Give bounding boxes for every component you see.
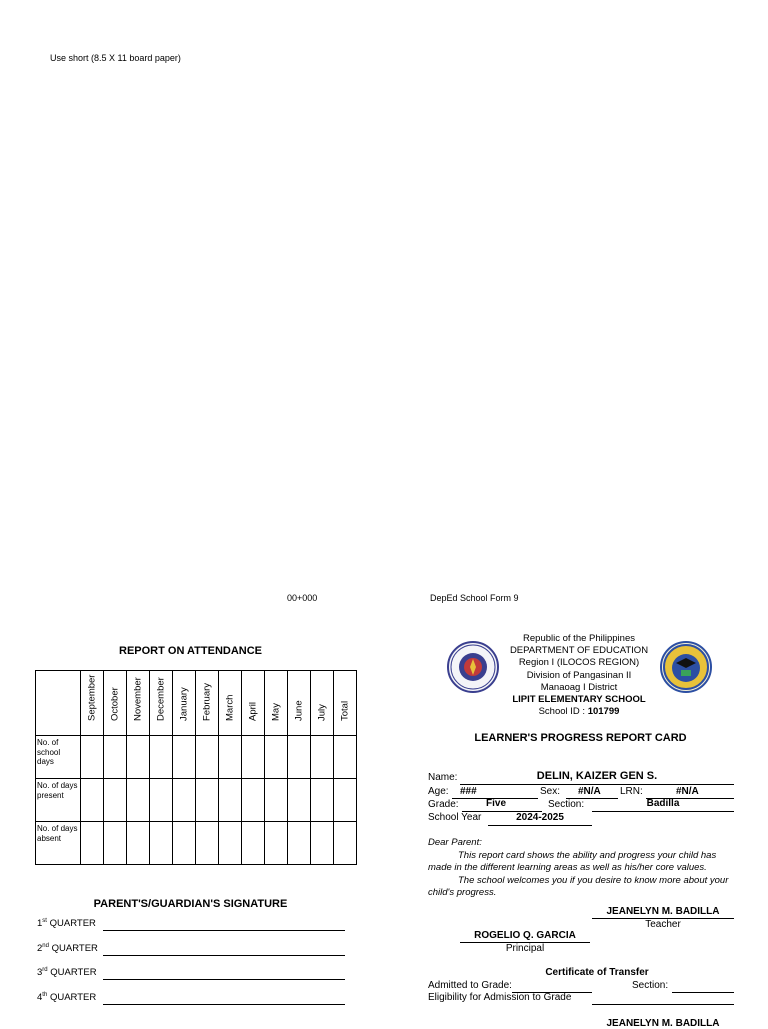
region-line: Region I (ILOCOS REGION): [518, 657, 640, 669]
attendance-cell[interactable]: [219, 736, 242, 779]
month-label: May: [270, 703, 282, 721]
attendance-cell[interactable]: [196, 822, 219, 865]
parent-letter: [428, 837, 758, 900]
month-label: February: [201, 682, 213, 721]
attendance-title: REPORT ON ATTENDANCE: [119, 645, 262, 657]
school-year-value: 2024-2025: [516, 812, 564, 823]
eligibility-underline[interactable]: [592, 1004, 734, 1005]
deped-seal: [447, 641, 499, 693]
signature-title: PARENT'S/GUARDIAN'S SIGNATURE: [93, 898, 288, 910]
letter-paragraph-1-rest: made in the different learning areas as well as his/her core values.: [428, 862, 707, 873]
transfer-section-underline[interactable]: [672, 992, 734, 993]
attendance-cell[interactable]: [150, 736, 173, 779]
quarter-label: 3rd QUARTER: [37, 967, 97, 979]
month-header: [242, 671, 265, 736]
attendance-cell[interactable]: [334, 736, 357, 779]
quarter-signature-line[interactable]: [103, 955, 345, 956]
month-label: October: [109, 687, 121, 721]
attendance-cell[interactable]: [196, 779, 219, 822]
attendance-cell[interactable]: [104, 822, 127, 865]
attendance-cell[interactable]: [242, 736, 265, 779]
month-header: [196, 671, 219, 736]
attendance-cell[interactable]: [334, 779, 357, 822]
row-label: No. of days present: [36, 779, 81, 822]
attendance-cell[interactable]: [81, 822, 104, 865]
row-label: No. of days absent: [36, 822, 81, 865]
attendance-cell[interactable]: [334, 822, 357, 865]
attendance-cell[interactable]: [288, 736, 311, 779]
page-code: 00+000: [287, 593, 318, 603]
letter-paragraph-2-rest: child's progress.: [428, 887, 497, 898]
division-line: Division of Pangasinan II: [526, 669, 632, 681]
school-seal: [660, 641, 712, 693]
teacher-role: Teacher: [645, 919, 681, 930]
card-title: LEARNER'S PROGRESS REPORT CARD: [474, 732, 687, 744]
month-header: [219, 671, 242, 736]
attendance-table: [35, 670, 357, 865]
school-name: LIPIT ELEMENTARY SCHOOL: [512, 694, 646, 706]
quarter-signature-line[interactable]: [103, 930, 345, 931]
month-header: [334, 671, 357, 736]
attendance-cell[interactable]: [265, 822, 288, 865]
grade-label: Grade:: [428, 799, 459, 810]
attendance-cell[interactable]: [265, 779, 288, 822]
teacher-name: JEANELYN M. BADILLA: [606, 906, 720, 917]
attendance-cell[interactable]: [311, 822, 334, 865]
department-line: DEPARTMENT OF EDUCATION: [509, 645, 649, 657]
attendance-cell[interactable]: [173, 779, 196, 822]
school-header: [496, 633, 662, 718]
month-label: September: [86, 674, 98, 721]
table-row: [36, 822, 357, 865]
month-label: March: [224, 694, 236, 721]
month-label: January: [178, 687, 190, 721]
attendance-cell[interactable]: [150, 822, 173, 865]
attendance-cell[interactable]: [81, 736, 104, 779]
month-label: Total: [339, 700, 351, 721]
grade-value: Five: [486, 798, 507, 809]
district-line: Manaoag I District: [540, 681, 618, 693]
school-year-underline: [488, 825, 592, 826]
eligibility-label: Eligibility for Admission to Grade: [428, 992, 572, 1003]
month-header: [104, 671, 127, 736]
month-header: [288, 671, 311, 736]
letter-paragraph-1-first: This report card shows the ability and progress your child has: [458, 849, 717, 861]
transfer-teacher-name: JEANELYN M. BADILLA: [606, 1018, 720, 1029]
quarter-signature-line[interactable]: [103, 979, 345, 980]
attendance-cell[interactable]: [311, 736, 334, 779]
lrn-value: #N/A: [676, 786, 699, 797]
row-label: No. of school days: [36, 736, 81, 779]
month-header: [311, 671, 334, 736]
letter-paragraph-2-first: The school welcomes you if you desire to know more about your: [458, 874, 729, 886]
attendance-cell[interactable]: [311, 779, 334, 822]
attendance-cell[interactable]: [219, 779, 242, 822]
table-row: [36, 779, 357, 822]
attendance-corner-cell: [36, 671, 81, 736]
principal-role: Principal: [505, 943, 545, 954]
attendance-cell[interactable]: [81, 779, 104, 822]
attendance-cell[interactable]: [173, 736, 196, 779]
table-row: [36, 736, 357, 779]
transfer-title: Certificate of Transfer: [545, 967, 649, 978]
month-label: April: [247, 701, 259, 721]
attendance-cell[interactable]: [127, 779, 150, 822]
attendance-cell[interactable]: [242, 822, 265, 865]
quarter-label: 2nd QUARTER: [37, 943, 98, 955]
month-header: [127, 671, 150, 736]
deped-seal-icon: [449, 643, 497, 691]
admitted-label: Admitted to Grade:: [428, 980, 512, 991]
quarter-label: 4th QUARTER: [37, 992, 97, 1004]
section-value: Badilla: [646, 798, 680, 809]
age-value: ###: [460, 786, 477, 797]
attendance-cell[interactable]: [288, 779, 311, 822]
sex-value: #N/A: [578, 786, 601, 797]
school-id: School ID : 101799: [538, 706, 620, 718]
principal-name: ROGELIO Q. GARCIA: [474, 930, 576, 941]
month-label: June: [293, 700, 305, 721]
letter-greeting: Dear Parent:: [428, 837, 482, 848]
month-label: July: [316, 704, 328, 721]
school-year-label: School Year: [428, 812, 482, 823]
attendance-cell[interactable]: [288, 822, 311, 865]
attendance-cell[interactable]: [219, 822, 242, 865]
sex-label: Sex:: [540, 786, 561, 797]
quarter-signature-line[interactable]: [103, 1004, 345, 1005]
name-label: Name:: [428, 772, 458, 783]
attendance-cell[interactable]: [242, 779, 265, 822]
form-name: DepEd School Form 9: [430, 593, 519, 603]
month-label: November: [132, 677, 144, 721]
attendance-cell[interactable]: [104, 736, 127, 779]
lrn-label: LRN:: [620, 786, 643, 797]
attendance-cell[interactable]: [127, 822, 150, 865]
month-header: [265, 671, 288, 736]
attendance-cell[interactable]: [196, 736, 219, 779]
attendance-cell[interactable]: [127, 736, 150, 779]
age-label: Age:: [428, 786, 449, 797]
month-header: [173, 671, 196, 736]
month-header: [81, 671, 104, 736]
attendance-cell[interactable]: [104, 779, 127, 822]
attendance-cell[interactable]: [150, 779, 173, 822]
name-underline: [460, 784, 734, 785]
transfer-section-label: Section:: [632, 980, 669, 991]
school-seal-icon: [662, 643, 710, 691]
republic-line: Republic of the Philippines: [523, 633, 635, 644]
paper-note: Use short (8.5 X 11 board paper): [50, 53, 181, 63]
month-label: December: [155, 677, 167, 721]
attendance-cell[interactable]: [173, 822, 196, 865]
section-label: Section:: [548, 799, 585, 810]
section-underline: [592, 811, 734, 812]
learner-name: DELIN, KAIZER GEN S.: [536, 770, 658, 782]
attendance-cell[interactable]: [265, 736, 288, 779]
month-header: [150, 671, 173, 736]
quarter-label: 1st QUARTER: [37, 918, 96, 930]
